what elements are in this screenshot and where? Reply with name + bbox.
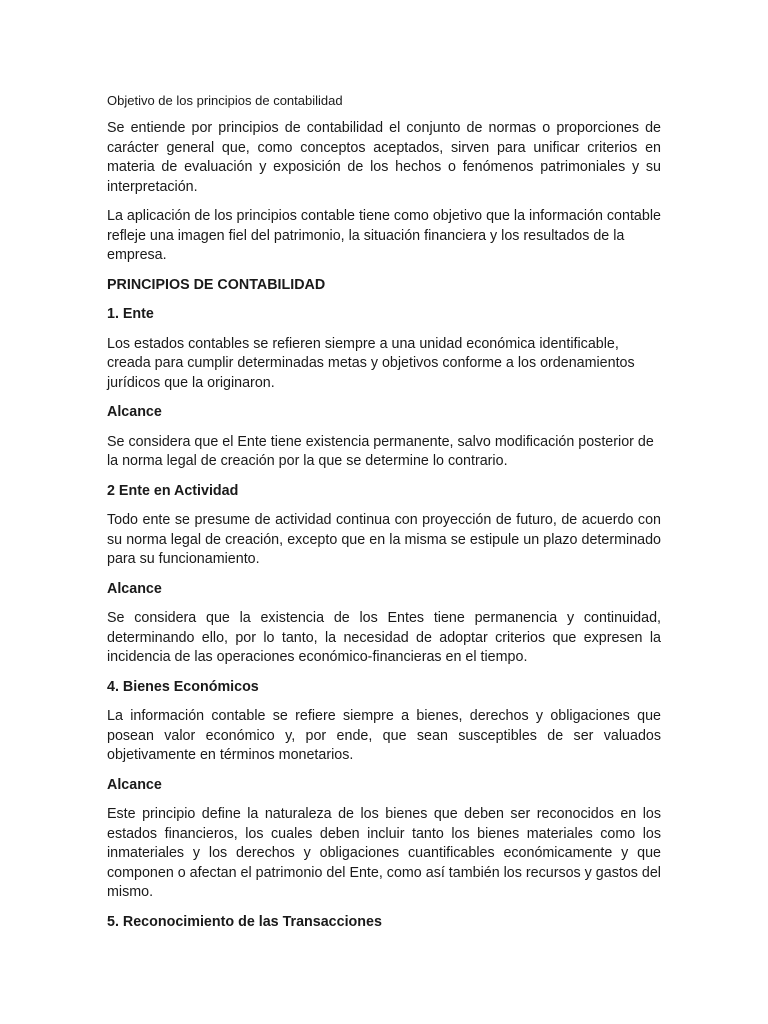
scope-heading-bienes-economicos: Alcance (107, 776, 162, 793)
section-heading-bienes-economicos: 4. Bienes Económicos (107, 678, 259, 695)
section-text-ente-en-actividad: Todo ente se presume de actividad continua con proyección de futuro, de acuerdo con su norma legal de creación, excepto que en la misma se estipule un plazo determinado para su funcionamiento. (107, 512, 661, 567)
document-title: Objetivo de los principios de contabilidad (107, 93, 343, 108)
intro-paragraph-2: La aplicación de los principios contable tiene como objetivo que la información contable refleje una imagen fiel del patrimonio, la situación financiera y los resultados de la empresa. (107, 208, 661, 263)
main-heading: PRINCIPIOS DE CONTABILIDAD (107, 276, 326, 293)
scope-text-ente-en-actividad: Se considera que la existencia de los Entes tiene permanencia y continuidad, determinando ello, por lo tanto, la necesidad de adoptar criterios que expresen la incidencia de las operaciones económico-financieras en el tiempo. (107, 610, 661, 665)
section-heading-ente-en-actividad: 2 Ente en Actividad (107, 482, 239, 499)
scope-heading-ente: Alcance (107, 404, 162, 420)
section-heading-ente: 1. Ente (107, 306, 154, 322)
section-text-ente: Los estados contables se refieren siempre a una unidad económica identificable, creada para cumplir determinadas metas y objetivos conforme a los ordenamientos jurídicos que la originaron. (107, 335, 635, 391)
section-text-bienes-economicos: La información contable se refiere siempre a bienes, derechos y obligaciones que posean valor económico y, por ende, que sean susceptibles de ser valuados objetivamente en términos monetarios. (107, 708, 661, 763)
section-heading-reconocimiento: 5. Reconocimiento de las Transacciones (107, 913, 382, 930)
intro-paragraph-1: Se entiende por principios de contabilidad el conjunto de normas o proporciones de carácter general que, como conceptos aceptados, sirven para unificar criterios en materia de evaluación y exposición de los hechos o fenómenos patrimoniales y su interpretación. (107, 120, 661, 195)
scope-text-bienes-economicos: Este principio define la naturaleza de los bienes que deben ser reconocidos en los estados financieros, los cuales deben incluir tanto los bienes materiales como los inmateriales y los derechos y obligaciones cuantificables económicamente y que componen o afectan el patrimonio del Ente, como así también los recursos y gastos del mismo. (107, 806, 661, 900)
scope-heading-ente-en-actividad: Alcance (107, 580, 162, 597)
scope-text-ente: Se considera que el Ente tiene existencia permanente, salvo modificación posterior de la norma legal de creación por la que se determine lo contrario. (107, 433, 654, 469)
